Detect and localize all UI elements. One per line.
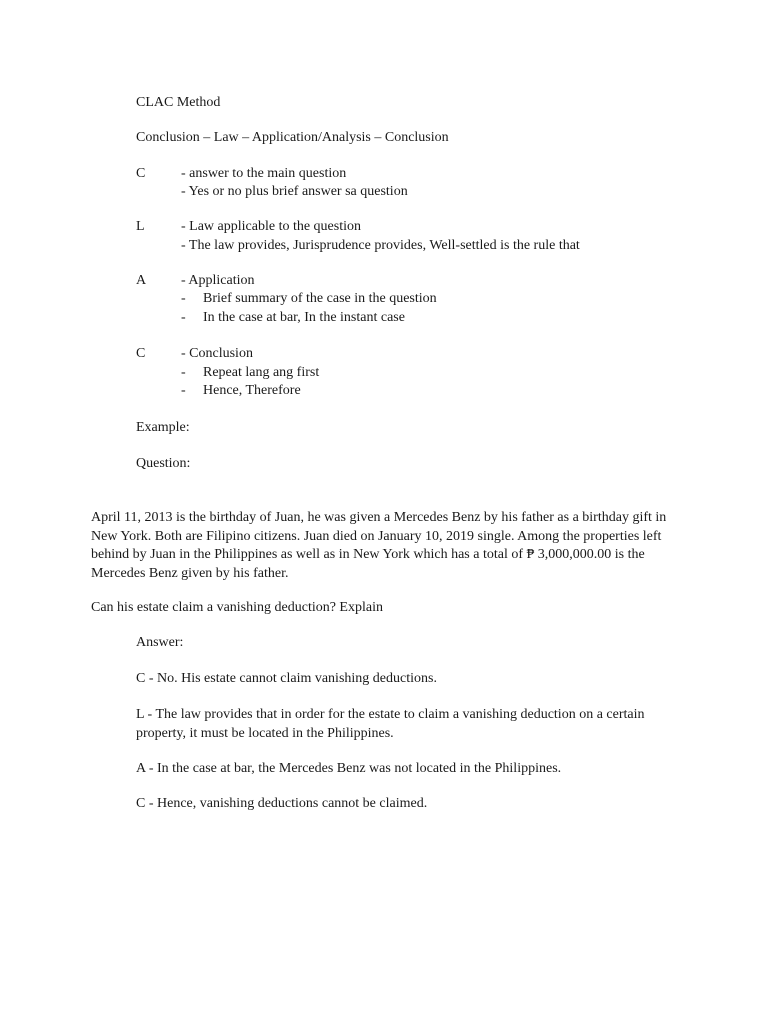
section-head-c2: - Conclusion: [181, 346, 253, 361]
example-label: Example:: [136, 420, 190, 435]
section-letter-c1: C: [136, 166, 146, 181]
doc-title: CLAC Method: [136, 95, 221, 110]
bullet-item: Hence, Therefore: [203, 383, 301, 398]
bullet-marker: -: [181, 291, 186, 306]
bullet-marker: -: [181, 365, 186, 380]
section-letter-c2: C: [136, 346, 146, 361]
bullet-marker: -: [181, 383, 186, 398]
section-letter-a: A: [136, 273, 147, 288]
section-sub-c1: - Yes or no plus brief answer sa question: [181, 184, 408, 199]
answer-law: L - The law provides that in order for the estate to claim a vanishing deduction on a certain property, it must be located in the Philippines.: [136, 707, 645, 741]
answer-final-conclusion: C - Hence, vanishing deductions cannot be claimed.: [136, 796, 428, 811]
bullet-item: In the case at bar, In the instant case: [203, 310, 405, 325]
question-prompt: Can his estate claim a vanishing deduction? Explain: [91, 600, 383, 615]
section-sub-l: - The law provides, Jurisprudence provides, Well-settled is the rule that: [181, 238, 580, 253]
section-head-l: - Law applicable to the question: [181, 219, 361, 234]
doc-subtitle: Conclusion – Law – Application/Analysis – Conclusion: [136, 130, 449, 145]
section-head-c1: - answer to the main question: [181, 166, 347, 181]
answer-label: Answer:: [136, 635, 184, 650]
question-label: Question:: [136, 456, 191, 471]
answer-conclusion: C - No. His estate cannot claim vanishing deductions.: [136, 671, 437, 686]
bullet-item: Brief summary of the case in the question: [203, 291, 437, 306]
bullet-marker: -: [181, 310, 186, 325]
section-head-a: - Application: [181, 273, 255, 288]
question-text: April 11, 2013 is the birthday of Juan, he was given a Mercedes Benz by his father as a birthday gift in New York. Both are Filipino citizens. Juan died on January 10, 2019 single. Among the properties left behind by Juan in the Philippines as well as in New York which has a total of ₱ 3,000,000.00 is the Mercedes Benz given by his father.: [91, 510, 667, 581]
section-letter-l: L: [136, 219, 145, 234]
bullet-item: Repeat lang ang first: [203, 365, 320, 380]
answer-application: A - In the case at bar, the Mercedes Benz was not located in the Philippines.: [136, 761, 562, 776]
